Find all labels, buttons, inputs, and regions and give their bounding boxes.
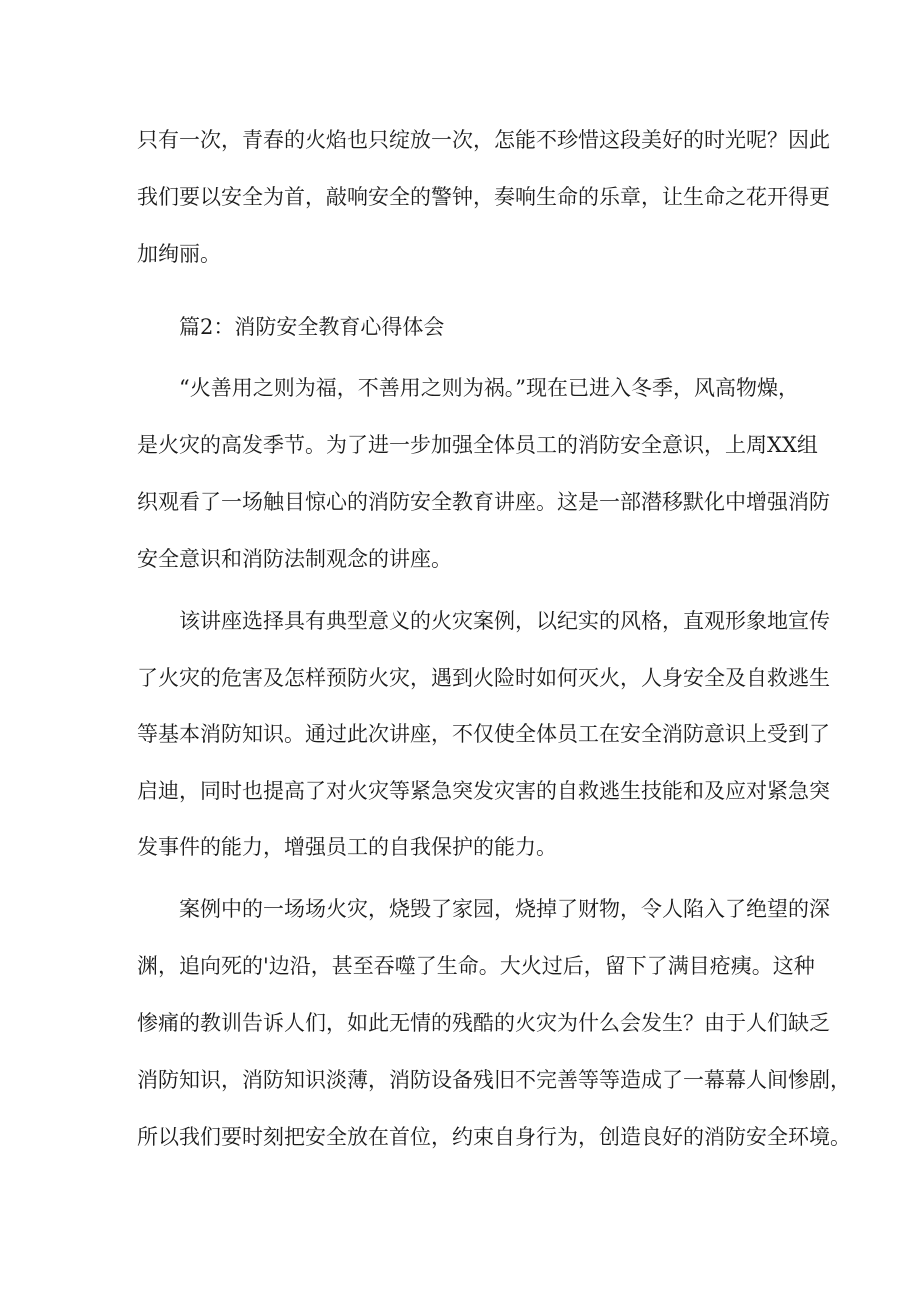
paragraph-line: 该讲座选择具有典型意义的火灾案例，以纪实的风格，直观形象地宣传 [179, 609, 830, 633]
paragraph-line: 发事件的能力，增强员工的自我保护的能力。 [137, 835, 557, 859]
paragraph-line: 渊，追向死的'边沿，甚至吞噬了生命。大火过后，留下了满目疮痍。这种 [137, 954, 815, 978]
paragraph-line: 所以我们要时刻把安全放在首位，约束自身行为，创造良好的消防安全环境。 [137, 1125, 851, 1149]
section-heading: 篇2：消防安全教育心得体会 [179, 315, 445, 339]
paragraph-line: 等基本消防知识。通过此次讲座，不仅使全体员工在安全消防意识上受到了 [137, 722, 830, 746]
paragraph-line: 加绚丽。 [137, 242, 221, 266]
paragraph-line: 消防知识，消防知识淡薄，消防设备残旧不完善等等造成了一幕幕人间惨剧， [137, 1068, 851, 1092]
paragraph-line: 了火灾的危害及怎样预防火灾，遇到火险时如何灭火，人身安全及自救逃生 [137, 666, 830, 690]
paragraph-line: 我们要以安全为首，敲响安全的警钟，奏响生命的乐章，让生命之花开得更 [137, 185, 830, 209]
paragraph-line: 安全意识和消防法制观念的讲座。 [137, 547, 452, 571]
paragraph-line: 惨痛的教训告诉人们，如此无情的残酷的火灾为什么会发生？由于人们缺乏 [137, 1011, 830, 1035]
paragraph-line: 织观看了一场触目惊心的消防安全教育讲座。这是一部潜移默化中增强消防 [137, 490, 830, 514]
paragraph-line: “火善用之则为福，不善用之则为祸。”现在已进入冬季，风高物燥， [179, 376, 799, 400]
paragraph-line: 只有一次，青春的火焰也只绽放一次，怎能不珍惜这段美好的时光呢？因此 [137, 128, 830, 152]
paragraph-line: 案例中的一场场火灾，烧毁了家园，烧掉了财物，令人陷入了绝望的深 [179, 897, 830, 921]
paragraph-line: 启迪，同时也提高了对火灾等紧急突发灾害的自救逃生技能和及应对紧急突 [137, 779, 830, 803]
paragraph-line: 是火灾的高发季节。为了进一步加强全体员工的消防安全意识，上周XX组 [137, 433, 818, 457]
